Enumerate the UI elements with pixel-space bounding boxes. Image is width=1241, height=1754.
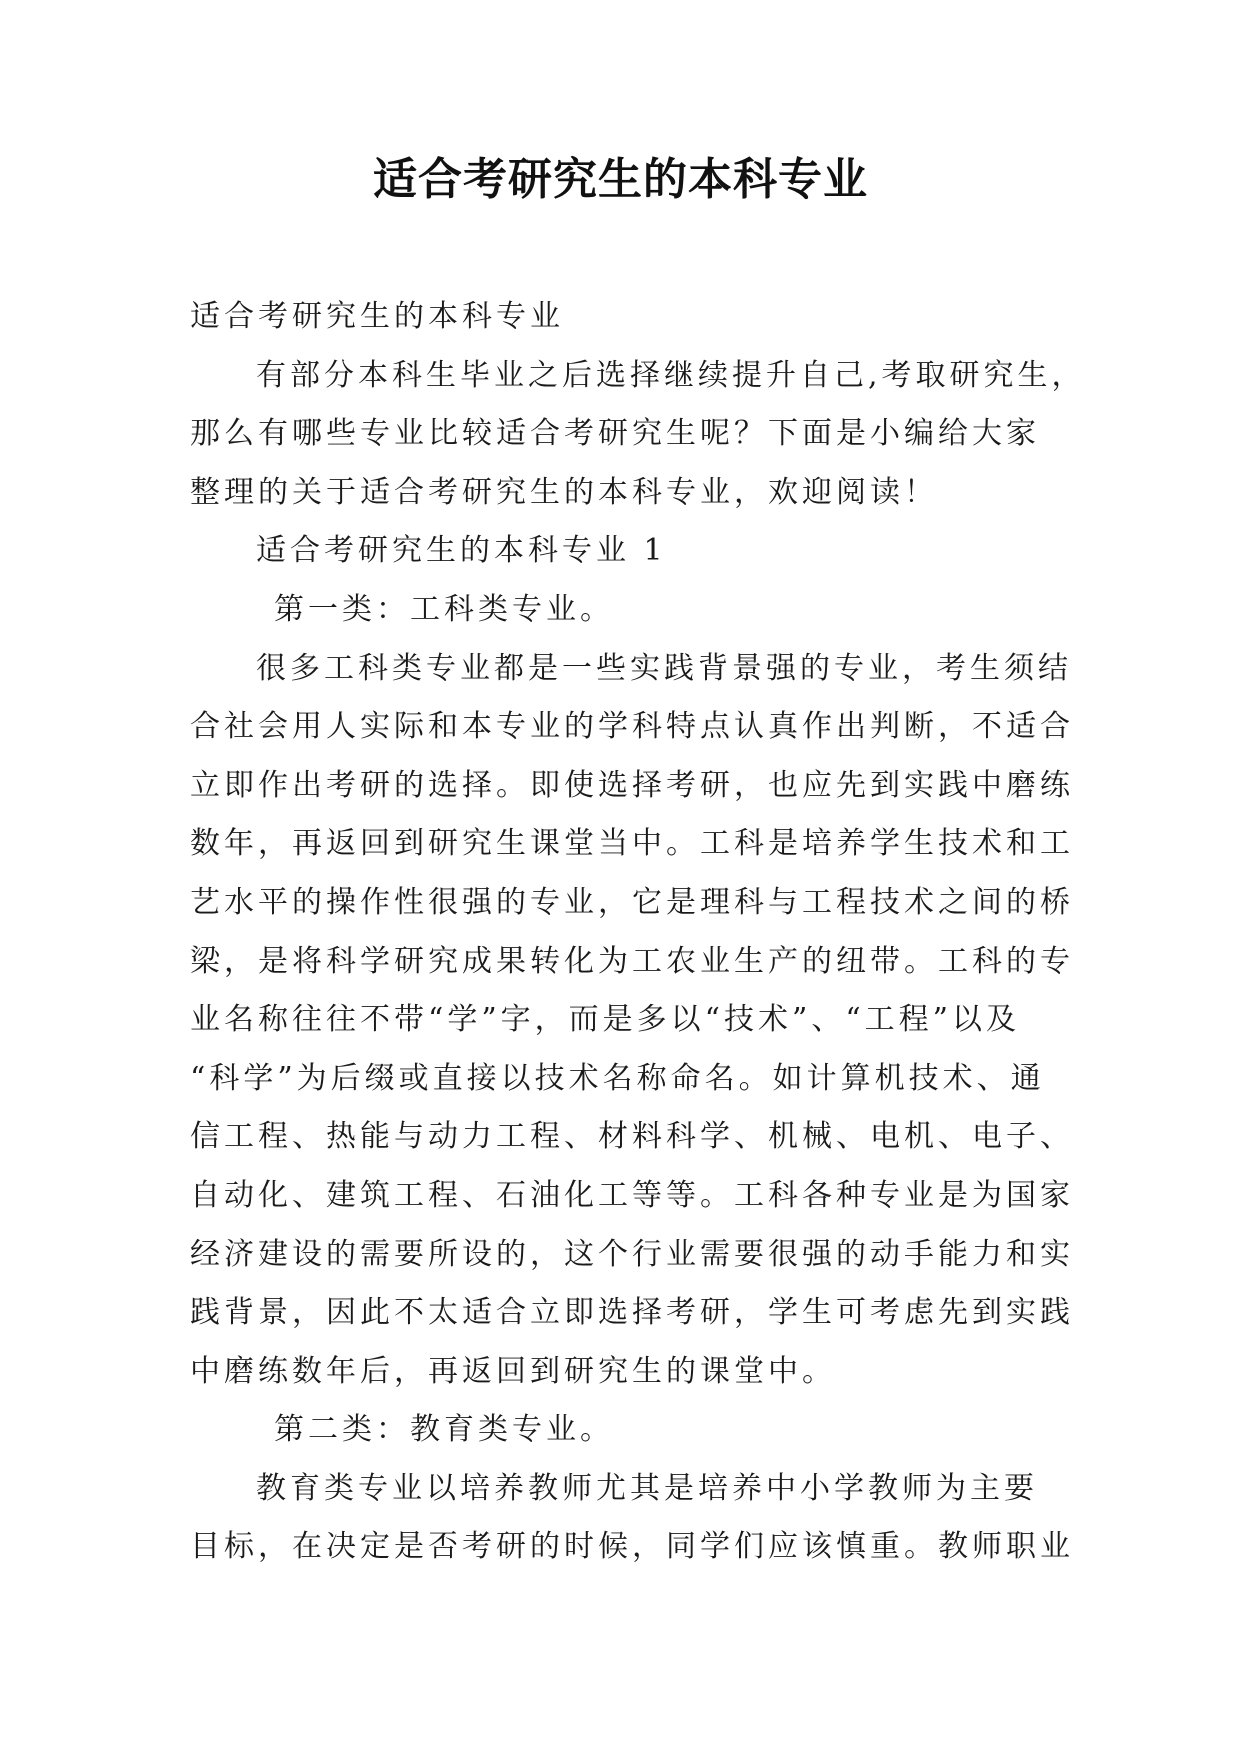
text-line: 数年，再返回到研究生课堂当中。工科是培养学生技术和工 [190,826,1074,862]
section-heading: 第一类：工科类专业。 [274,591,614,627]
section-subtitle: 适合考研究生的本科专业 1 [256,533,667,569]
text-line: 信工程、热能与动力工程、材料科学、机械、电机、电子、 [190,1119,1074,1155]
text-line: 教育类专业以培养教师尤其是培养中小学教师为主要 [256,1470,1038,1506]
text-line: 立即作出考研的选择。即使选择考研，也应先到实践中磨练 [190,767,1074,803]
text-line: 业名称往往不带“学”字，而是多以“技术”、“工程”以及 [190,1002,1021,1038]
document-title: 适合考研究生的本科专业 [373,154,868,205]
text-line: 梁，是将科学研究成果转化为工农业生产的纽带。工科的专 [190,943,1074,979]
text-line: 适合考研究生的本科专业 [190,299,564,334]
text-line: 合社会用人实际和本专业的学科特点认真作出判断，不适合 [190,709,1074,745]
text-line: 中磨练数年后，再返回到研究生的课堂中。 [190,1353,836,1389]
text-line: 整理的关于适合考研究生的本科专业，欢迎阅读！ [190,474,938,510]
document-body [190,288,1086,1577]
text-line: 那么有哪些专业比较适合考研究生呢？下面是小编给大家 [190,416,1040,452]
text-line: 自动化、建筑工程、石油化工等等。工科各种专业是为国家 [190,1177,1074,1213]
text-line: 有部分本科生毕业之后选择继续提升自己,考取研究生， [256,357,1086,393]
text-line: 很多工科类专业都是一些实践背景强的专业，考生须结 [256,650,1072,686]
text-line: “科学”为后缀或直接以技术名称命名。如计算机技术、通 [190,1060,1045,1096]
text-line: 经济建设的需要所设的，这个行业需要很强的动手能力和实 [190,1236,1074,1272]
section-heading: 第二类：教育类专业。 [274,1412,614,1448]
text-line: 践背景，因此不太适合立即选择考研，学生可考虑先到实践 [190,1295,1074,1331]
text-line: 目标，在决定是否考研的时候，同学们应该慎重。教师职业 [190,1529,1074,1565]
text-line: 艺水平的操作性很强的专业，它是理科与工程技术之间的桥 [190,884,1074,920]
